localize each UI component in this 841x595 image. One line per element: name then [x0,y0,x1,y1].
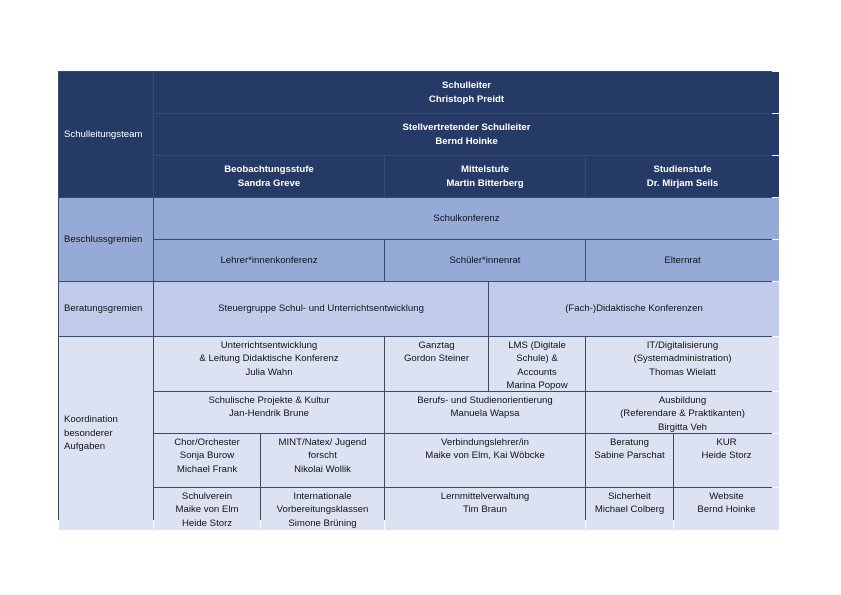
cell-unterrichtsentwicklung [154,337,384,391]
cell-line: Marina Popow [506,380,568,392]
cell-line: Maike von Elm, Kai Wöbcke [425,450,545,462]
cell-line: Manuela Wapsa [450,408,520,420]
cell-lms [489,337,585,391]
cell-line: Ganztag [418,340,455,351]
cell-schulleiter [154,72,779,113]
person-name: Martin Bitterberg [446,177,524,189]
cell-line: Schulische Projekte & Kultur [208,395,330,406]
person-name: Dr. Mirjam Seils [646,177,719,189]
person-name: Christoph Preidt [428,93,505,105]
row-label-beschlussgremien [59,198,153,281]
role-label: Beobachtungsstufe [224,164,314,176]
cell-schulkonferenz [154,198,779,239]
cell-sicherheit [586,488,673,530]
cell-line: Accounts [517,366,557,378]
row-label-text: Schulleitungsteam [64,128,143,140]
person-name: Sandra Greve [237,177,301,189]
cell-line: Nikolai Wollik [294,463,351,475]
cell-elternrat [586,240,779,281]
cell-line: (Systemadministration) [633,353,732,365]
cell-line: Vorbereitungsklassen [276,504,369,516]
org-chart-table [58,71,772,529]
cell-line: Bernd Hoinke [697,504,756,516]
cell-line: Internationale [293,491,352,502]
cell-line: KUR [716,437,737,448]
cell-beratung [586,434,673,487]
cell-schulverein [154,488,260,530]
cell-line: Maike von Elm [175,504,239,516]
role-label: Stellvertretender Schulleiter [402,122,531,134]
row-label-text: Beschlussgremien [64,233,143,245]
role-label: Studienstufe [653,164,712,176]
cell-mint [261,434,384,487]
cell-schulische-projekte [154,392,384,433]
cell-schuelerrat [385,240,585,281]
body-label: Schulkonferenz [433,212,500,224]
cell-ausbildung [586,392,779,433]
row-label-line: Koordination [64,414,118,426]
cell-line: Simone Brüning [288,517,357,529]
cell-lernmittelverwaltung [385,488,585,530]
cell-verbindungslehrer [385,434,585,487]
cell-line: Chor/Orchester [174,437,240,448]
row-label-beratungsgremien [59,282,153,336]
cell-it-digitalisierung [586,337,779,391]
cell-line: Sicherheit [608,491,651,502]
row-label-text: Beratungsgremien [64,303,143,315]
body-label: (Fach-)Didaktische Konferenzen [565,303,703,315]
cell-chor-orchester [154,434,260,487]
cell-line: MINT/Natex/ Jugend [278,437,367,448]
cell-line: Michael Colberg [594,504,665,516]
body-label: Schüler*innenrat [449,254,521,266]
cell-beobachtungsstufe [154,156,384,197]
cell-line: Berufs- und Studienorientierung [417,395,553,406]
cell-mittelstufe [385,156,585,197]
cell-kur [674,434,779,487]
cell-line: Website [709,491,744,502]
cell-ganztag [385,337,488,391]
cell-line: Michael Frank [176,463,238,475]
cell-website [674,488,779,530]
cell-line: forscht [308,450,337,462]
cell-didaktische-konferenzen [489,282,779,336]
cell-line: Schulverein [181,491,233,502]
body-label: Elternrat [664,254,701,266]
cell-line: Schule) & [516,353,558,365]
cell-steuergruppe [154,282,488,336]
cell-line: Thomas Wielatt [649,366,716,378]
cell-internationale-klassen [261,488,384,530]
cell-line: Lernmittelverwaltung [440,491,530,502]
cell-line: Julia Wahn [245,366,293,378]
row-label-line: Aufgaben [64,441,106,453]
cell-line: Heide Storz [181,517,233,529]
role-label: Mittelstufe [461,164,509,176]
cell-line: Birgitta Veh [657,421,708,433]
cell-stellvertreter [154,114,779,155]
row-label-schulleitungsteam [59,72,153,197]
body-label: Steuergruppe Schul- und Unterrichtsentwicklung [218,303,424,315]
body-label: Lehrer*innenkonferenz [220,254,318,266]
cell-line: LMS (Digitale [508,340,566,351]
cell-line: Jan-Hendrik Brune [229,408,309,420]
cell-line: IT/Digitalisierung [646,340,719,351]
cell-line: Tim Braun [463,504,507,516]
cell-line: Heide Storz [701,450,752,462]
cell-line: Sabine Parschat [594,450,665,462]
cell-line: Unterrichtsentwicklung [220,340,318,351]
cell-line: Verbindungslehrer/in [440,437,529,448]
cell-line: & Leitung Didaktische Konferenz [199,353,339,365]
row-label-line: besonderer [64,427,113,439]
role-label: Schulleiter [441,80,492,92]
cell-line: Sonja Burow [179,450,235,462]
cell-line: (Referendare & Praktikanten) [620,408,745,420]
cell-berufsorientierung [385,392,585,433]
cell-line: Gordon Steiner [403,353,470,365]
cell-lehrerkonferenz [154,240,384,281]
row-label-koordination [59,337,153,530]
cell-line: Ausbildung [658,395,707,406]
cell-line: Beratung [610,437,649,448]
person-name: Bernd Hoinke [435,135,498,147]
cell-studienstufe [586,156,779,197]
